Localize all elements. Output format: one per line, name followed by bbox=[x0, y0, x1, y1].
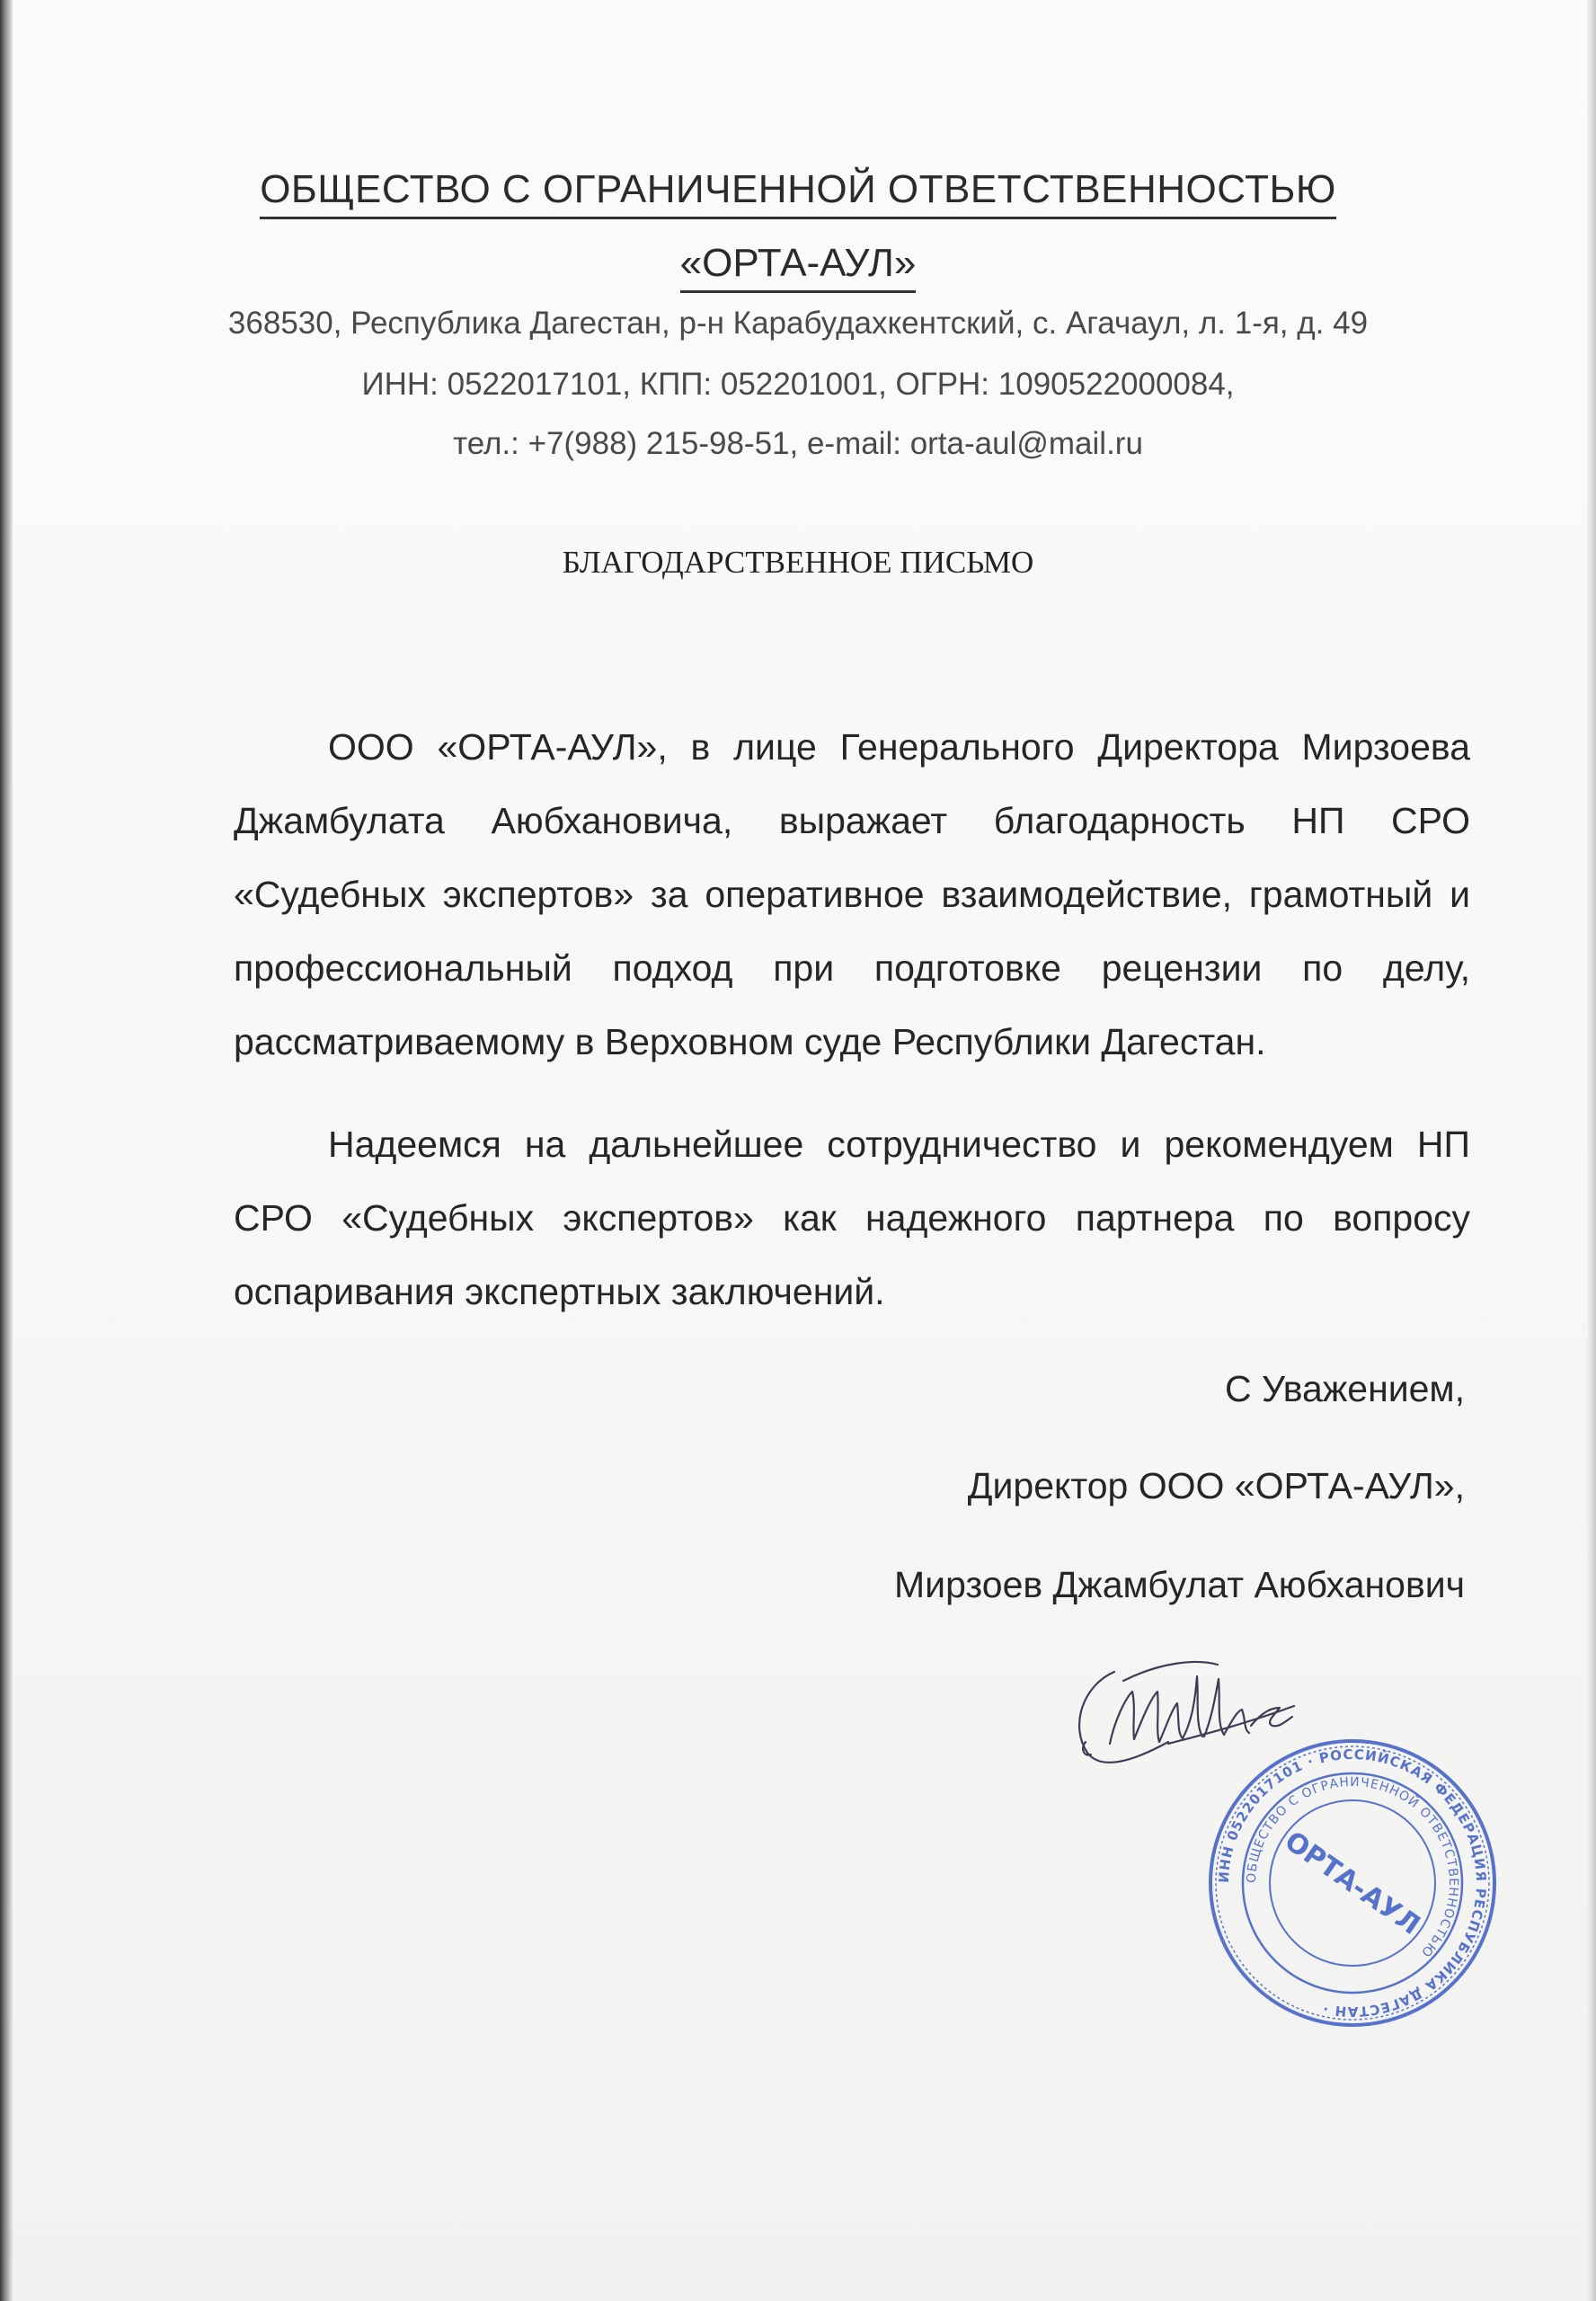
letterhead-org-type bbox=[0, 167, 1596, 212]
document-heading: БЛАГОДАРСТВЕННОЕ ПИСЬМО bbox=[562, 545, 1034, 580]
closing-position: Директор ООО «ОРТА-АУЛ», bbox=[967, 1465, 1465, 1506]
seal-center-text: ОРТА-АУЛ bbox=[1279, 1825, 1426, 1941]
body-paragraph-2-text: Надеемся на дальнейшее сотрудничество и рекомендуем НП СРО «Судебных экспертов» как надежного партнера по вопросу оспаривания экспертных заключений. bbox=[234, 1124, 1470, 1312]
page-left-shadow bbox=[0, 0, 13, 2301]
org-name-text: «ОРТА-АУЛ» bbox=[680, 241, 917, 293]
body-paragraph-1-text: ООО «ОРТА-АУЛ», в лице Генерального Директора Мирзоева Джамбулата Аюбхановича, выражает благодарность НП СРО «Судебных экспертов» за оперативное взаимодействие, грамотный и профессиональный подход при подготовке рецензии по делу, рассматриваемому в Верховном суде Республики Дагестан. bbox=[234, 726, 1470, 1062]
letterhead-contacts: тел.: +7(988) 215-98-51, e-mail: orta-aul@mail.ru bbox=[453, 426, 1143, 461]
company-seal bbox=[1204, 1735, 1501, 2031]
org-type-text: ОБЩЕСТВО С ОГРАНИЧЕННОЙ ОТВЕТСТВЕННОСТЬЮ bbox=[260, 167, 1336, 219]
letterhead-org-name bbox=[0, 241, 1596, 286]
body-paragraph-1 bbox=[234, 710, 1470, 1079]
letterhead-address: 368530, Республика Дагестан, р-н Карабудахкентский, с. Агачаул, л. 1-я, д. 49 bbox=[227, 306, 1369, 341]
body-paragraph-2 bbox=[234, 1107, 1470, 1328]
letterhead-requisites: ИНН: 0522017101, КПП: 052201001, ОГРН: 1090522000084, bbox=[361, 367, 1235, 402]
seal-inner-text: ОБЩЕСТВО С ОГРАНИЧЕННОЙ ОТВЕТСТВЕННОСТЬЮ bbox=[1244, 1774, 1461, 1960]
closing-regards: С Уважением, bbox=[1224, 1368, 1465, 1409]
seal-outer-text: ИНН 0522017101 · РОССИЙСКАЯ ФЕДЕРАЦИЯ РЕСПУБЛИКА ДАГЕСТАН · bbox=[1215, 1746, 1490, 2021]
closing-signatory: Мирзоев Джамбулат Аюбханович bbox=[894, 1564, 1465, 1605]
page-right-shadow bbox=[1587, 0, 1596, 2301]
